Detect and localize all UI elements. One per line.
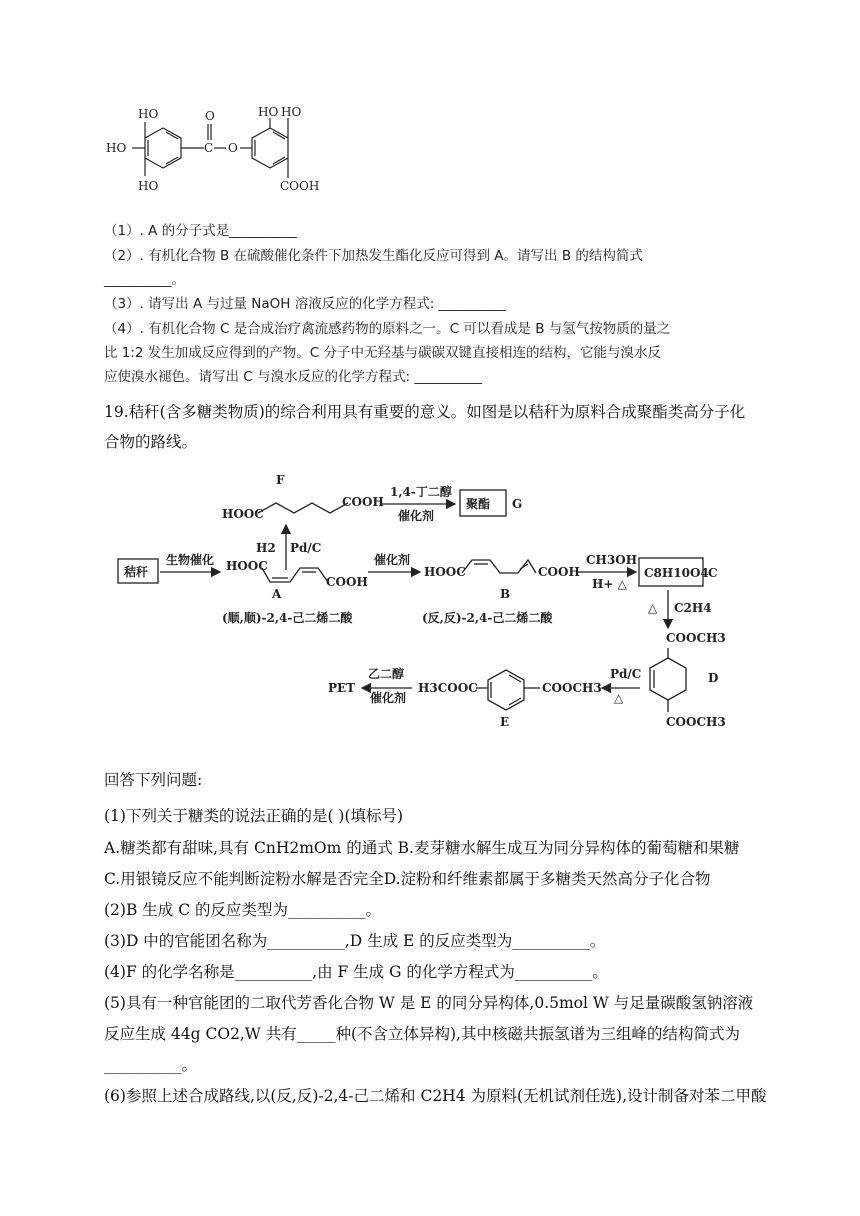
top-label-ho-4: HO [258,105,279,119]
q19-5c: __________。 [104,1056,198,1074]
q18-4b: 比 1:2 发生加成反应得到的产物。C 分子中无羟基与碳碳双键直接相连的结构，它能与溴水反 [104,345,662,361]
E-h3cooc: H3COOC [418,681,478,695]
A-cooh: COOH [326,575,368,589]
label-G: G [512,497,523,511]
label-delta: △ [648,601,658,615]
q19-5b: 反应生成 44g CO2,W 共有_____种(不含立体异构),其中核磁共振氢谱为三组峰的结构简式为 [104,1025,740,1043]
label-E: E [500,715,510,729]
label-catalyst-3: 催化剂 [370,691,407,705]
label-A-name: (顺,顺)-2,4-己二烯二酸 [222,611,353,625]
E-cooch3: COOCH3 [542,681,602,695]
q18-1: （1）. A 的分子式是__________ [104,223,297,239]
q18-2b: __________。 [104,272,185,288]
label-straw: 秸秆 [124,565,149,579]
F-hooc: HOOC [222,507,264,521]
top-label-ho-5: HO [281,105,302,119]
label-D: D [708,671,719,685]
label-A: A [272,587,282,601]
label-F: F [276,473,285,487]
B-hooc: HOOC [424,565,466,579]
label-delta-2: △ [614,691,624,705]
q18-4c: 应使溴水褪色。请写出 C 与溴水反应的化学方程式: __________ [104,369,482,385]
top-label-ho-1: HO [138,107,159,121]
label-catalyst-1: 催化剂 [398,509,435,523]
label-B: B [500,587,511,601]
label-bio-cat: 生物催化 [166,553,215,567]
A-hooc: HOOC [226,559,268,573]
top-label-o-carbonyl: O [205,109,215,123]
label-butanediol: 1,4-丁二醇 [390,485,452,499]
q18-4: （4）. 有机化合物 C 是合成治疗禽流感药物的原料之一。C 可以看成是 B 与氢气按物质的量之 [104,321,671,337]
label-PdC-1: Pd/C [290,541,322,555]
label-h-delta: H+ △ [592,577,627,591]
synthesis-scheme [0,470,860,740]
D-cooch3-top: COOCH3 [666,631,726,645]
label-ch3oh: CH3OH [586,553,638,567]
label-polyester: 聚酯 [466,497,491,511]
q19-2: (2)B 生成 C 的反应类型为__________。 [104,901,381,919]
q19-answer-prompt: 回答下列问题: [104,771,203,789]
top-label-c: C [204,141,214,155]
q19-3: (3)D 中的官能团名称为__________,D 生成 E 的反应类型为__________。 [104,932,606,950]
q18-3: （3）. 请写出 A 与过量 NaOH 溶液反应的化学方程式: __________ [104,296,507,312]
q19-5: (5)具有一种官能团的二取代芳香化合物 W 是 E 的同分异构体,0.5mol W 与足量碳酸氢钠溶液 [104,994,754,1012]
q18-2: （2）. 有机化合物 B 在硫酸催化条件下加热发生酯化反应可得到 A。请写出 B 的结构简式 [104,248,643,264]
q19-1-CD: C.用银镜反应不能判断淀粉水解是否完全D.淀粉和纤维素都属于多糖类天然高分子化合物 [104,870,711,888]
q19-1-AB: A.糖类都有甜味,具有 CnH2mOm 的通式 B.麦芽糖水解生成互为同分异构体的葡萄糖和果糖 [104,839,740,857]
label-c2h4: C2H4 [674,601,712,615]
label-PET: PET [328,681,356,695]
q19-intro-1: 19.秸秆(含多糖类物质)的综合利用具有重要的意义。如图是以秸秆为原料合成聚酯类高分子化 [104,403,746,421]
top-label-cooh: COOH [280,179,320,193]
q19-6: (6)参照上述合成路线,以(反,反)-2,4-己二烯和 C2H4 为原料(无机试剂任选),设计制备对苯二甲酸 [104,1087,767,1105]
label-C: C [708,566,718,580]
label-C-formula: C8H10O4 [644,566,709,580]
label-H2: H2 [256,541,276,555]
q19-1: (1)下列关于糖类的说法正确的是( )(填标号) [104,807,404,825]
F-cooh: COOH [342,495,384,509]
top-label-ho-2: HO [106,141,127,155]
D-cooch3-bottom: COOCH3 [666,715,726,729]
top-label-ho-3: HO [138,179,159,193]
label-glycol: 乙二醇 [368,667,405,681]
label-PdC-2: Pd/C [610,667,642,681]
top-label-o-ester: O [228,141,238,155]
q19-4: (4)F 的化学名称是__________,由 F 生成 G 的化学方程式为__________。 [104,963,608,981]
q19-intro-2: 合物的路线。 [104,433,198,451]
B-cooh: COOH [538,565,580,579]
label-B-name: (反,反)-2,4-己二烯二酸 [422,611,553,625]
top-structure [100,100,340,200]
label-catalyst-2: 催化剂 [374,553,411,567]
